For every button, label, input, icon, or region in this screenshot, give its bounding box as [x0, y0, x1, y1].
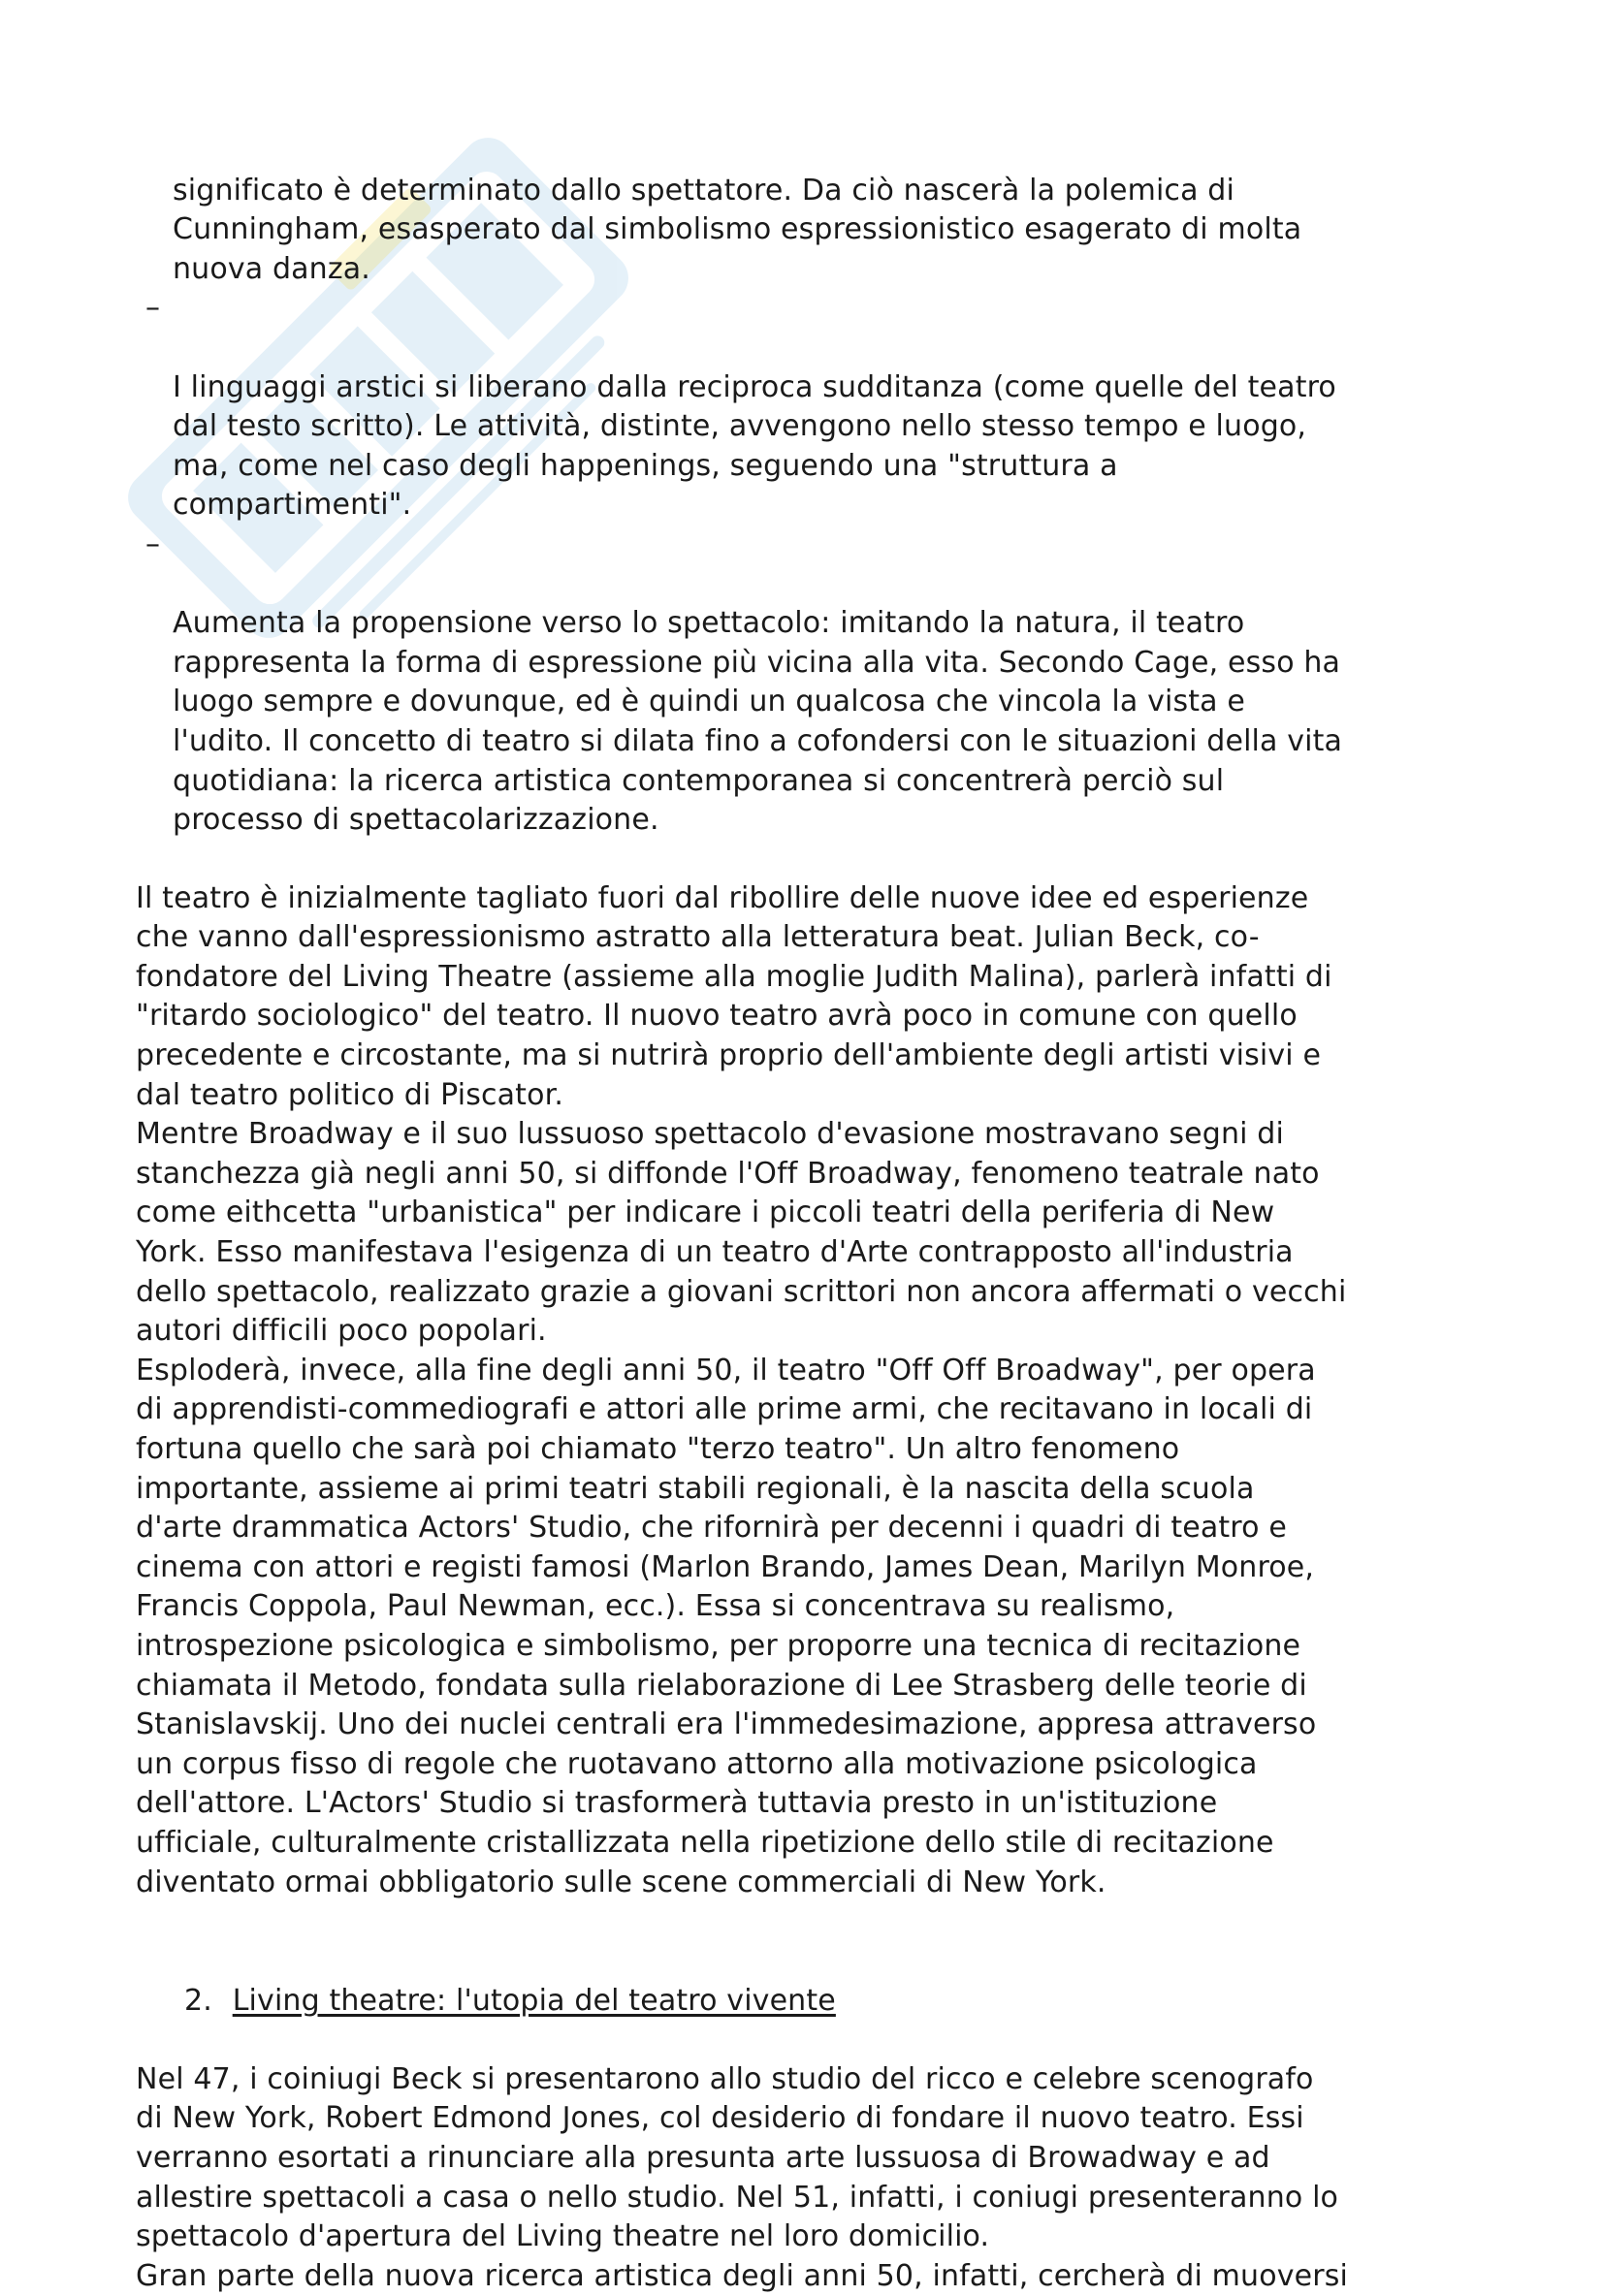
- section-number: 2.: [184, 1984, 212, 2019]
- paragraph-group: [136, 879, 1493, 1902]
- list-item-text: Aumenta la propensione verso lo spettacolo: imitando la natura, il teatro rappresenta la forma di espressione più vicina alla vita. Secondo Cage, esso ha luogo sempre e dovunque, ed è quindi un qualcosa che vincola la vista e l'udito. Il concetto di teatro si dilata fino a cofondersi con le situazioni della vita quotidiana: la ricerca artistica contemporanea si concentrerà perciò sul processo di spettacolarizzazione.: [173, 606, 1343, 838]
- list-item: [136, 289, 1493, 526]
- list-item-text: significato è determinato dallo spettatore. Da ciò nascerà la polemica di Cunningham, esasperato dal simbolismo espressionistico esagerato di molta nuova danza.: [173, 173, 1302, 286]
- bullet-list: [136, 132, 1493, 841]
- paragraph: Esploderà, invece, alla fine degli anni 50, il teatro "Off Off Broadway", per opera di apprendisti-commediografi e attori alle prime armi, che recitavano in locali di fortuna quello che sarà poi chiamato "terzo teatro". Un altro fenomeno importante, assieme ai primi teatri stabili regionali, è la nascita della scuola d'arte drammatica Actors' Studio, che rifornirà per decenni i quadri di teatro e cinema con attori e registi famosi (Marlon Brando, James Dean, Marilyn Monroe, Francis Coppola, Paul Newman, ecc.). Essa si concentrava su realismo, introspezione psicologica e simbolismo, per proporre una tecnica di recitazione chiamata il Metodo, fondata sulla rielaborazione di Lee Strasberg delle teorie di Stanislavskij. Uno dei nuclei centrali era l'immedesimazione, appresa attraverso un corpus fisso di regole che ruotavano attorno alla motivazione psicologica dell'attore. L'Actors' Studio si trasformerà tuttavia presto in un'istituzione ufficiale, culturalmente cristallizzata nella ripetizione dello stile di recitazione diventato ormai obbligatorio sulle scene commerciali di New York.: [136, 1353, 1317, 1899]
- dash-bullet-icon: –: [145, 526, 161, 561]
- list-item: [136, 132, 1493, 289]
- dash-bullet-icon: –: [145, 291, 161, 326]
- paragraph: Gran parte della nuova ricerca artistica degli anni 50, infatti, cercherà di muoversi: [136, 2258, 1348, 2293]
- paragraph: Il teatro è inizialmente tagliato fuori dal ribollire delle nuove idee ed esperienze che vanno dall'espressionismo astratto alla letteratura beat. Julian Beck, co- fondatore del Living Theatre (assieme alla moglie Judith Malina), parlerà infatti di "ritardo sociologico" del teatro. Il nuovo teatro avrà poco in comune con quello precedente e circostante, ma si nutrirà proprio dell'ambiente degli artisti visivi e dal teatro politico di Piscator.: [136, 880, 1332, 1112]
- list-item: [136, 526, 1493, 841]
- document-body: [136, 132, 1493, 2296]
- list-item-text: I linguaggi arstici si liberano dalla reciproca sudditanza (come quelle del teatro dal testo scritto). Le attività, distinte, avvengono nello stesso tempo e luogo, ma, come nel caso degli happenings, seguendo una "struttura a compartimenti".: [173, 369, 1336, 523]
- section-heading: [136, 1982, 1493, 2022]
- section-title: Living theatre: l'utopia del teatro vivente: [232, 1984, 836, 2019]
- paragraph-group: [136, 2060, 1493, 2296]
- paragraph: Mentre Broadway e il suo lussuoso spettacolo d'evasione mostravano segni di stanchezza già negli anni 50, si diffonde l'Off Broadway, fenomeno teatrale nato come eithcetta "urbanistica" per indicare i piccoli teatri della periferia di New York. Esso manifestava l'esigenza di un teatro d'Arte contrapposto all'industria dello spettacolo, realizzato grazie a giovani scrittori non ancora affermati o vecchi autori difficili poco popolari.: [136, 1117, 1347, 1349]
- paragraph: Nel 47, i coiniugi Beck si presentarono allo studio del ricco e celebre scenografo di New York, Robert Edmond Jones, col desiderio di fondare il nuovo teatro. Essi verranno esortati a rinunciare alla presunta arte lussuosa di Browadway e ad allestire spettacoli a casa o nello studio. Nel 51, infatti, i coniugi presenteranno lo spettacolo d'apertura del Living theatre nel loro domicilio.: [136, 2061, 1339, 2254]
